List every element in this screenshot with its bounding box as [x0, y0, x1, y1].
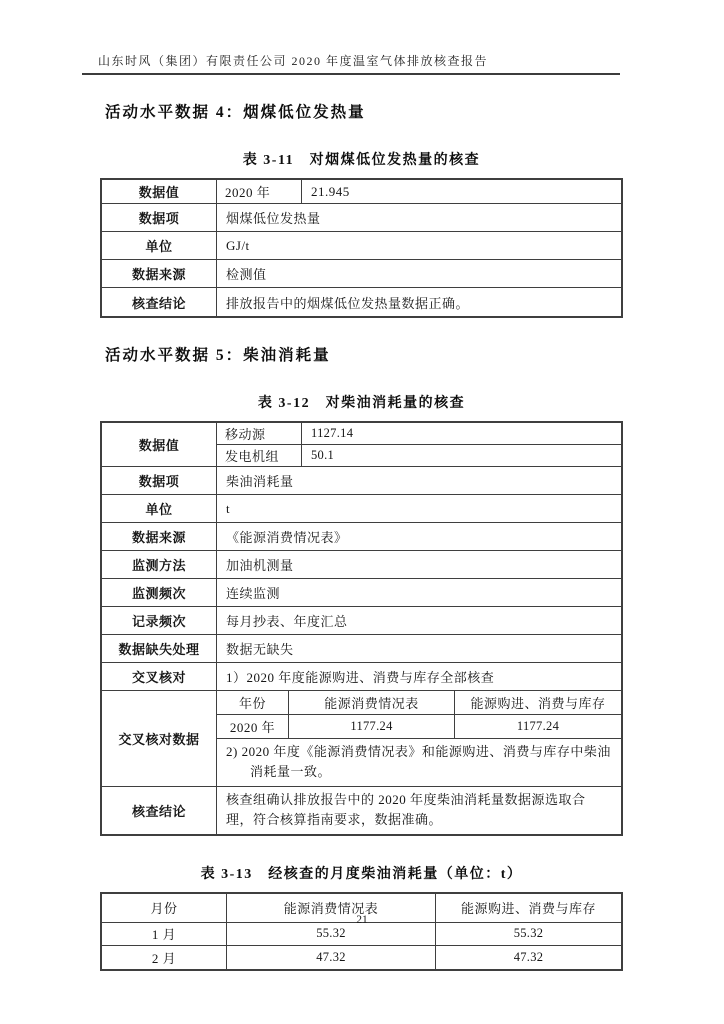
row-value: 检测值: [226, 267, 267, 282]
row-label: 监测频次: [102, 579, 217, 606]
table-row-conclusion: [102, 787, 621, 833]
table-row: [102, 635, 621, 663]
table-3-12-title: 表 3-12 对柴油消耗量的核查: [257, 396, 466, 411]
row-label: 数据项: [102, 467, 217, 494]
purchase-cell: 47.32: [513, 949, 544, 964]
consumption-cell: 47.32: [227, 946, 436, 969]
column-header-month: 月份: [102, 894, 227, 922]
table-3-12: [100, 421, 623, 836]
cc-header-consumption: 能源消费情况表: [289, 691, 455, 714]
table-3-11: [100, 178, 623, 318]
table-row: [102, 232, 621, 260]
table-row: [102, 946, 621, 969]
row-label: 核查结论: [102, 787, 217, 833]
table-row-data-value: [102, 423, 621, 467]
header-title: 山东时风（集团）有限责任公司 2020 年度温室气体排放核查报告: [98, 54, 489, 68]
table-row: [102, 204, 621, 232]
sub-source: 移动源: [217, 423, 302, 444]
table-3-11-title: 表 3-11 对烟煤低位发热量的核查: [242, 153, 481, 168]
row-value: 加油机测量: [226, 558, 294, 573]
row-label: 单位: [102, 232, 217, 259]
table-row: [102, 495, 621, 523]
cc-consumption-value: 1177.24: [289, 715, 455, 738]
row-value: t: [226, 500, 231, 516]
row-value: 柴油消耗量: [226, 474, 294, 489]
sub-source: 发电机组: [217, 445, 302, 466]
row-label: 记录频次: [102, 607, 217, 634]
page-content: [100, 100, 623, 971]
column-header-consumption: 能源消费情况表: [227, 894, 436, 922]
row-value: GJ/t: [226, 237, 250, 253]
row-label: 数据来源: [102, 523, 217, 550]
data-value-subrows: [217, 423, 621, 466]
column-header-purchase: 能源购进、消费与库存: [460, 901, 596, 917]
row-label: 数据来源: [102, 260, 217, 287]
month-cell: 2 月: [102, 946, 227, 969]
row-value: 核查组确认排放报告中的 2020 年度柴油消耗量数据源选取合理，符合核算指南要求，数据准确。: [226, 792, 586, 828]
row-value: 《能源消费情况表》: [226, 530, 348, 545]
section-heading-activity-data-5: 活动水平数据 5：柴油消耗量: [105, 347, 331, 364]
row-year: 2020 年: [217, 180, 302, 203]
table-row: [102, 579, 621, 607]
row-label: 数据缺失处理: [102, 635, 217, 662]
row-label: 数据项: [102, 204, 217, 231]
sub-value: 50.1: [311, 448, 335, 462]
section-heading-activity-data-4: 活动水平数据 4：烟煤低位发热量: [105, 104, 366, 121]
row-value: 连续监测: [226, 586, 281, 601]
row-label: 数据值: [102, 180, 217, 203]
table-row: [102, 467, 621, 495]
table-row: [102, 551, 621, 579]
consumption-cell: 55.32: [227, 923, 436, 945]
table-3-13: [100, 892, 623, 971]
row-value: 排放报告中的烟煤低位发热量数据正确。: [226, 295, 470, 311]
cc-year: 2020 年: [217, 715, 289, 738]
table-row: [102, 260, 621, 288]
table-row: [102, 288, 621, 316]
row-label: 单位: [102, 495, 217, 522]
cross-check-header-row: [217, 691, 621, 715]
page-number: 21: [356, 914, 368, 926]
row-label: 监测方法: [102, 551, 217, 578]
document-header: [82, 52, 620, 75]
row-value: 数据无缺失: [226, 642, 294, 657]
table-row: [102, 663, 621, 691]
cc-header-purchase: 能源购进、消费与库存: [470, 696, 606, 711]
table-row: [102, 923, 621, 946]
cc-header-year: 年份: [217, 691, 289, 714]
cc-purchase-value: 1177.24: [516, 719, 560, 733]
sub-value: 1127.14: [311, 426, 354, 440]
row-value: 烟煤低位发热量: [226, 211, 321, 226]
table-row: [102, 180, 621, 204]
row-label: 交叉核对数据: [102, 691, 217, 786]
sub-row: [217, 445, 621, 466]
cross-check-note-row: [217, 739, 621, 786]
row-value: 1）2020 年度能源购进、消费与库存全部核查: [226, 670, 495, 685]
month-cell: 1 月: [102, 923, 227, 945]
row-label: 核查结论: [102, 288, 217, 316]
table-row: [102, 523, 621, 551]
cross-check-grid: [217, 691, 621, 786]
table-row-cross-check-data: [102, 691, 621, 787]
cross-check-data-row: [217, 715, 621, 739]
table-3-13-title: 表 3-13 经核查的月度柴油消耗量（单位：t）: [200, 866, 523, 882]
row-label: 交叉核对: [102, 663, 217, 690]
sub-row: [217, 423, 621, 445]
table-row: [102, 607, 621, 635]
row-label: 数据值: [102, 423, 217, 466]
purchase-cell: 55.32: [513, 926, 544, 941]
cross-check-note: 2) 2020 年度《能源消费情况表》和能源购进、消费与库存中柴油消耗量一致。: [226, 744, 611, 780]
row-value: 21.945: [311, 183, 350, 199]
row-value: 每月抄表、年度汇总: [226, 614, 348, 629]
